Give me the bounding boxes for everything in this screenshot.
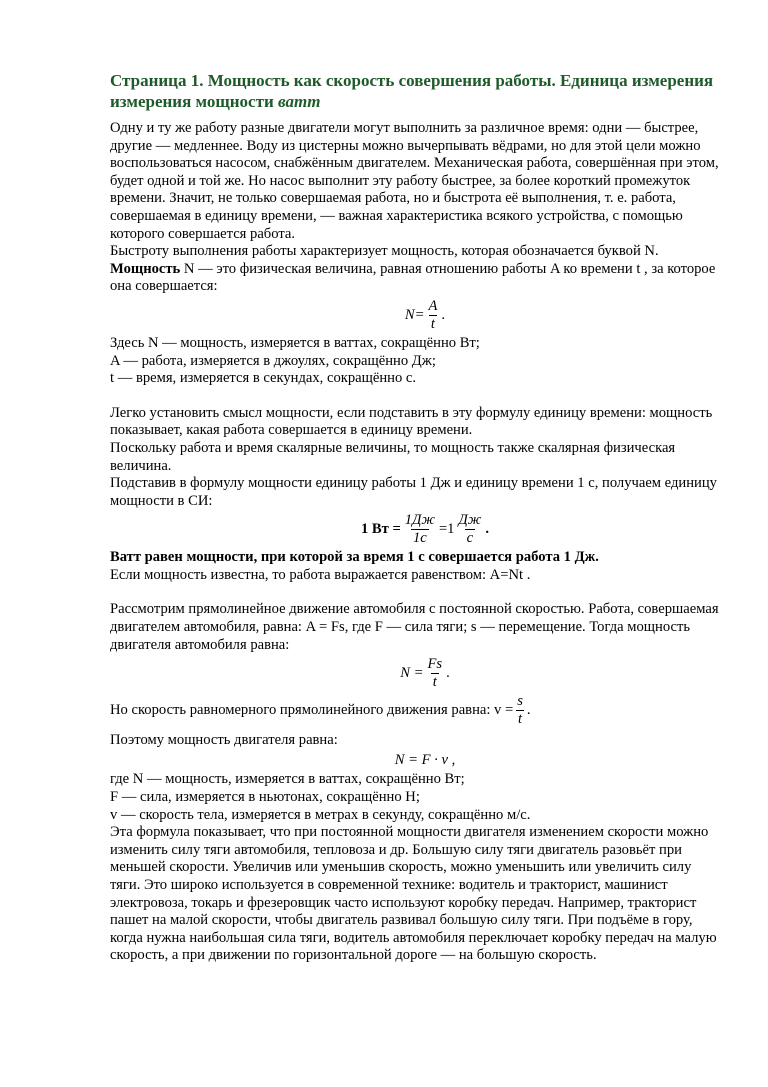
where-line: A — работа, измеряется в джоулях, сокращённо Дж; [110, 352, 436, 369]
formula-lhs: 1 Вт = [360, 520, 401, 537]
numerator: s [517, 693, 523, 710]
formula-mid: =1 [438, 520, 455, 537]
page-title [110, 70, 720, 112]
denominator: t [432, 674, 437, 691]
paragraph-conclusion: Эта формула показывает, что при постоянной мощности двигателя изменением скорости можно изменить силу тяги автомобиля, тепловоза и др. Большую силу тяги двигатель разовьёт при меньшей скорости. Увеличив или уменьшив скорость, можно уменьшить или увеличить силу тяги. Это широко используется в современной технике: водитель и тракторист, машинист электровоза, токарь и фрезеровщик часто используют коробку передач. Например, тракторист пашет на малой скорости, чтобы двигатель развивал большую силу тяги. При подъёме в гору, когда нужна наибольшая сила тяги, водитель автомобиля переключает коробку передач на малую скорость, а при движении по горизонтальной дороге — на большую скорость. [110, 824, 717, 964]
fraction [403, 512, 437, 547]
fraction [515, 693, 525, 728]
title-unit: ватт [278, 92, 321, 111]
fraction [425, 656, 444, 691]
formula-fv [110, 752, 720, 770]
title-text: Страница 1. Мощность как скорость совершения работы. Единица измерения измерения мощности [110, 71, 714, 111]
paragraph-power-letter: Быстроту выполнения работы характеризует мощность, которая обозначается буквой N. [110, 243, 659, 260]
paragraph-work-formula: Если мощность известна, то работа выражается равенством: A=Nt . [110, 566, 531, 583]
denominator: t [518, 711, 523, 728]
definition-text: N — это физическая величина, равная отношению работы A ко времени t , за которое она совершается: [110, 260, 716, 295]
paragraph-si-unit: Подставив в формулу мощности единицу работы 1 Дж и единицу времени 1 с, получаем единицу мощности в СИ: [110, 475, 717, 509]
where-line: v — скорость тела, измеряется в метрах в секунду, сокращённо м/с. [110, 806, 531, 823]
speed-text: Но скорость равномерного прямолинейного движения равна: v = [110, 701, 514, 718]
formula-power [110, 298, 720, 333]
paragraph-car: Рассмотрим прямолинейное движение автомобиля с постоянной скоростью. Работа, совершаемая двигателем автомобиля, равна: A = Fs, где F — сила тяги; s — перемещение. Тогда мощность двигателя автомобиля равна: [110, 601, 719, 653]
formula-watt [110, 512, 720, 547]
denominator: 1с [412, 530, 427, 547]
formula-lhs: N= [404, 306, 425, 323]
numerator: Дж [458, 512, 482, 529]
where-line: F — сила, измеряется в ньютонах, сокращённо Н; [110, 789, 420, 806]
numerator: 1Дж [404, 512, 435, 529]
formula-tail: . [485, 520, 490, 537]
denominator: t [430, 315, 435, 332]
formula-lhs: N = [400, 664, 424, 681]
formula-tail: . [526, 701, 531, 718]
where-line: t — время, измеряется в секундах, сокращённо с. [110, 370, 417, 387]
numerator: Fs [427, 656, 443, 673]
paragraph-therefore: Поэтому мощность двигателя равна: [110, 732, 338, 749]
denominator: с [466, 530, 474, 547]
formula-tail: . [446, 664, 450, 681]
paragraph-speed [110, 693, 720, 728]
formula-text: N = F · v , [394, 751, 456, 768]
paragraph-meaning: Легко установить смысл мощности, если подставить в эту формулу единицу времени: мощность показывает, какая работа совершается в единицу времени. [110, 404, 713, 439]
formula-car-power [110, 656, 720, 691]
where-line: где N — мощность, измеряется в ваттах, сокращённо Вт; [110, 771, 465, 788]
power-definition [110, 261, 720, 296]
definition-term: Мощность [110, 260, 181, 277]
fraction [427, 298, 440, 333]
paragraph-intro: Одну и ту же работу разные двигатели могут выполнить за различное время: одни — быстрее, другие — медленнее. Воду из цистерны можно вычерпывать вёдрами, но для этой цели можно воспользоваться насосом, снабжённым двигателем. Механическая работа, совершённая при этом, будет одной и той же. Но насос выполнит эту работу быстрее, за более короткий промежуток времени. Значит, не только совершаемая работа, но и быстрота её выполнения, т. е. работа, совершаемая в единицу времени, — важная характеристика всякого устройства, с помощью которого совершается работа. [110, 120, 719, 242]
formula-tail: . [441, 306, 446, 323]
fraction [456, 512, 483, 547]
where-line: Здесь N — мощность, измеряется в ваттах, сокращённо Вт; [110, 334, 480, 351]
document-page [110, 70, 720, 965]
watt-definition: Ватт равен мощности, при которой за время 1 с совершается работа 1 Дж. [110, 549, 599, 566]
paragraph-scalar: Поскольку работа и время скалярные величины, то мощность также скалярная физическая величина. [110, 439, 676, 474]
numerator: A [428, 297, 438, 314]
